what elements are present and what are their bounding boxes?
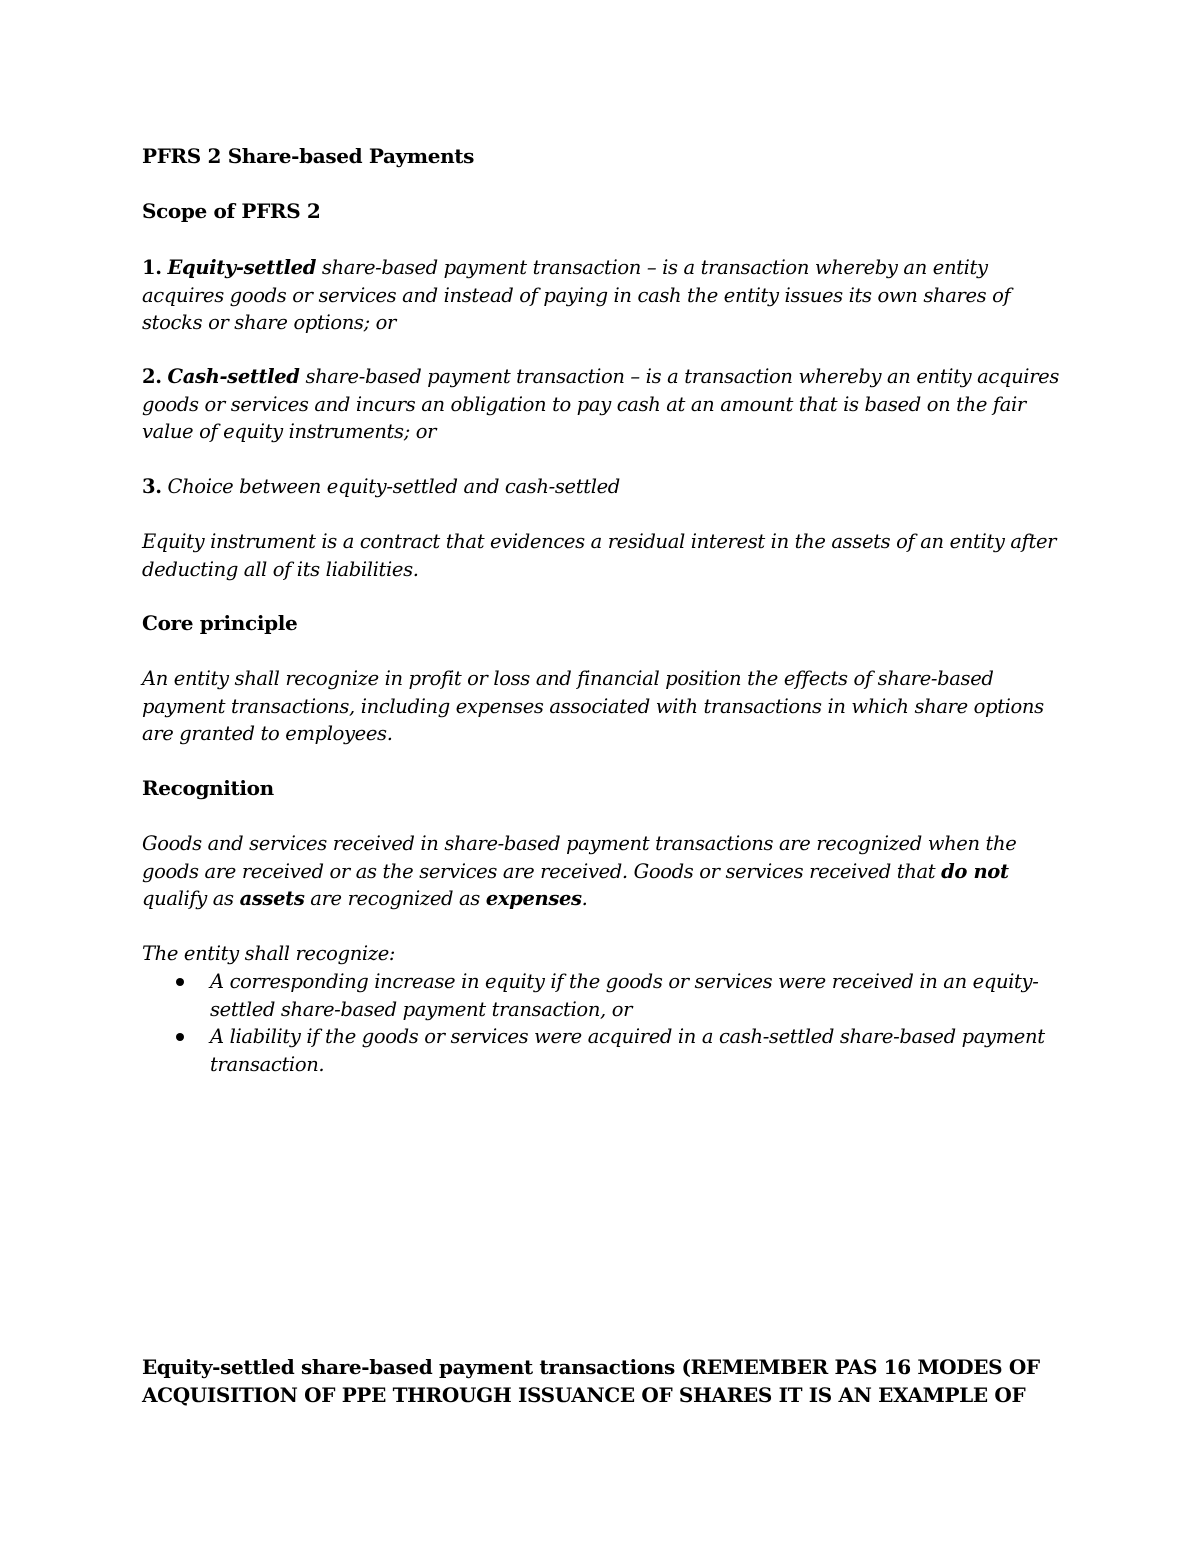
scope-item-3-text: Choice between equity-settled and cash-settled <box>161 475 620 498</box>
scope-item-1-text: share-based payment transaction – is a transaction whereby an entity acquires goods or services and instead of paying in cash the entity issues its own shares of stocks or share options; or <box>142 256 1011 334</box>
recognition-text <box>142 830 1062 913</box>
document-title: PFRS 2 Share-based Payments <box>142 144 475 168</box>
recognition-emphasis-assets: assets <box>239 887 305 910</box>
list-item <box>142 1023 1062 1078</box>
equity-settled-section-heading: Equity-settled share-based payment transactions (REMEMBER PAS 16 MODES OF ACQUISITION OF PPE THROUGH ISSUANCE OF SHARES IT IS AN EXAMPLE OF <box>142 1355 1040 1407</box>
bullet-icon <box>176 978 184 986</box>
list-item <box>142 968 1062 1023</box>
scope-item-3 <box>142 473 1062 501</box>
scope-item-3-number: 3. <box>142 475 162 498</box>
recognition-text-part-2: qualify as <box>142 887 240 910</box>
bullet-icon <box>176 1033 184 1041</box>
scope-item-2-term: Cash-settled <box>167 365 300 388</box>
bullet-text: A liability if the goods or services were acquired in a cash-settled share-based payment transaction. <box>210 1025 1045 1076</box>
core-principle-text: An entity shall recognize in profit or loss and financial position the effects of share-based payment transactions, including expenses associated with transactions in which share options are granted to employees. <box>142 667 1044 745</box>
recognition-text-part-1: Goods and services received in share-based payment transactions are recognized when the goods are received or as the services are received. Goods or services received that <box>142 832 1017 883</box>
scope-item-2-number: 2. <box>142 365 162 388</box>
core-principle-heading: Core principle <box>142 611 298 635</box>
recognition-heading: Recognition <box>142 776 274 800</box>
recognition-emphasis-do-not: do not <box>941 859 1009 883</box>
scope-item-2 <box>142 363 1062 446</box>
recognition-text-part-4: . <box>581 887 588 910</box>
bullet-text: A corresponding increase in equity if the goods or services were received in an equity-settled share-based payment transaction, or <box>210 970 1039 1021</box>
scope-heading: Scope of PFRS 2 <box>142 199 321 223</box>
shall-recognize-text: The entity shall recognize: <box>142 942 396 965</box>
scope-item-1-number: 1. <box>142 256 162 279</box>
equity-instrument-definition: Equity instrument is a contract that evidences a residual interest in the assets of an entity after deducting all of its liabilities. <box>142 530 1057 581</box>
recognition-bullet-list <box>142 968 1062 1078</box>
recognition-text-part-3: are recognized as <box>304 887 486 910</box>
scope-item-1-term: Equity-settled <box>167 256 316 279</box>
recognition-emphasis-expenses: expenses <box>485 887 582 910</box>
scope-item-2-text: share-based payment transaction – is a transaction whereby an entity acquires goods or services and incurs an obligation to pay cash at an amount that is based on the fair value of equity instruments; or <box>142 365 1060 443</box>
scope-item-1 <box>142 254 1062 337</box>
